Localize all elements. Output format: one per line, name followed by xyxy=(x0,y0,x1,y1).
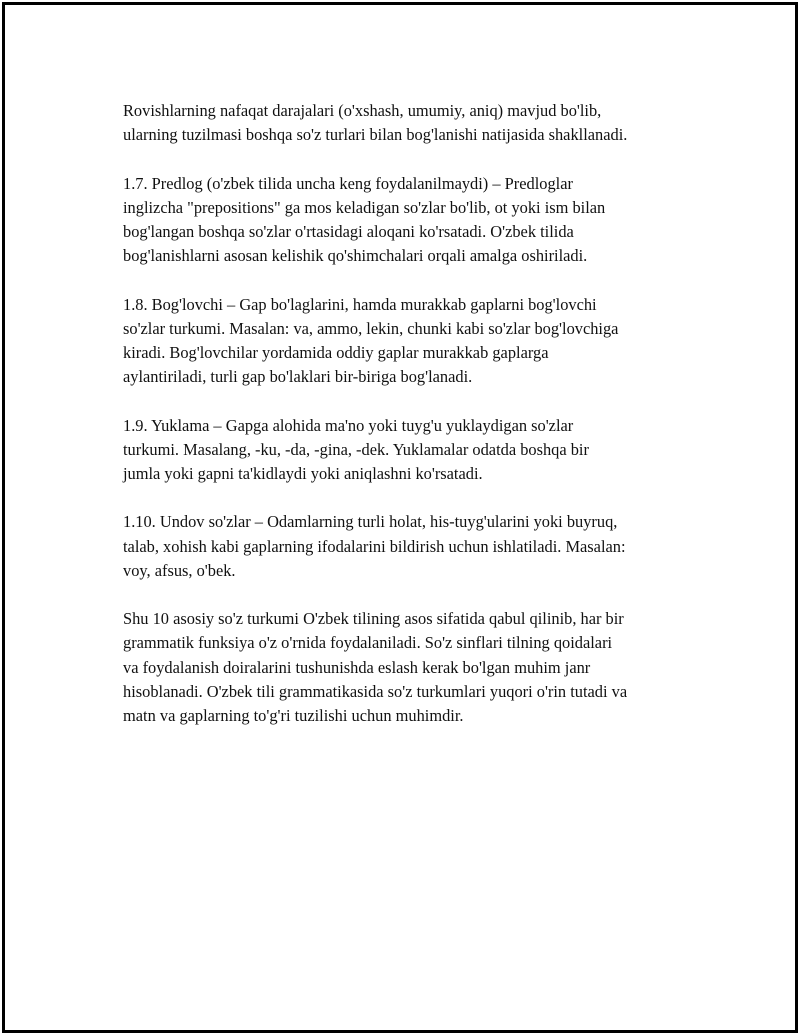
text-line: aylantiriladi, turli gap bo'laklari bir-biriga bog'lanadi. xyxy=(123,367,473,387)
text-line: Shu 10 asosiy so'z turkumi O'zbek tilining asos sifatida qabul qilinib, har bir xyxy=(123,609,624,629)
text-line: 1.9. Yuklama – Gapga alohida ma'no yoki tuyg'u yuklaydigan so'zlar xyxy=(123,415,574,435)
text-line: grammatik funksiya o'z o'rnida foydalaniladi. So'z sinflari tilning qoidalari xyxy=(123,633,613,653)
text-line: voy, afsus, o'bek. xyxy=(123,560,236,580)
page-border xyxy=(2,2,798,1033)
text-line: turkumi. Masalang, -ku, -da, -gina, -dek. Yuklamalar odatda boshqa bir xyxy=(123,439,589,459)
text-line: talab, xohish kabi gaplarning ifodalarini bildirish uchun ishlatiladi. Masalan: xyxy=(123,536,626,556)
document-body xyxy=(123,99,723,752)
paragraph-boglovchi xyxy=(123,293,723,390)
text-line: 1.7. Predlog (o'zbek tilida uncha keng foydalanilmaydi) – Predloglar xyxy=(123,173,573,193)
text-line: bog'langan boshqa so'zlar o'rtasidagi aloqani ko'rsatadi. O'zbek tilida xyxy=(123,222,574,241)
text-line: hisoblanadi. O'zbek tili grammatikasida so'z turkumlari yuqori o'rin tutadi va xyxy=(123,681,628,701)
text-line: ularning tuzilmasi boshqa so'z turlari bilan bog'lanishi natijasida shakllanadi. xyxy=(123,125,628,145)
paragraph-adverbs xyxy=(123,99,723,147)
paragraph-predlog xyxy=(123,172,723,269)
text-line: so'zlar turkumi. Masalan: va, ammo, lekin, chunki kabi so'zlar bog'lovchiga xyxy=(123,318,619,338)
paragraph-yuklama xyxy=(123,414,723,487)
text-line: va foydalanish doiralarini tushunishda eslash kerak bo'lgan muhim janr xyxy=(123,657,591,677)
text-line: matn va gaplarning to'g'ri tuzilishi uchun muhimdir. xyxy=(123,706,464,725)
text-line: 1.10. Undov so'zlar – Odamlarning turli holat, his-tuyg'ularini yoki buyruq, xyxy=(123,512,618,532)
paragraph-undov xyxy=(123,510,723,583)
text-line: kiradi. Bog'lovchilar yordamida oddiy gaplar murakkab gaplarga xyxy=(123,343,549,362)
text-line: inglizcha "prepositions" ga mos keladigan so'zlar bo'lib, ot yoki ism bilan xyxy=(123,197,606,217)
text-line: 1.8. Bog'lovchi – Gap bo'laglarini, hamda murakkab gaplarni bog'lovchi xyxy=(123,294,597,314)
paragraph-summary xyxy=(123,607,723,728)
text-line: Rovishlarning nafaqat darajalari (o'xshash, umumiy, aniq) mavjud bo'lib, xyxy=(123,101,602,120)
text-line: bog'lanishlarni asosan kelishik qo'shimchalari orqali amalga oshiriladi. xyxy=(123,246,588,266)
text-line: jumla yoki gapni ta'kidlaydi yoki aniqlashni ko'rsatadi. xyxy=(123,464,483,483)
